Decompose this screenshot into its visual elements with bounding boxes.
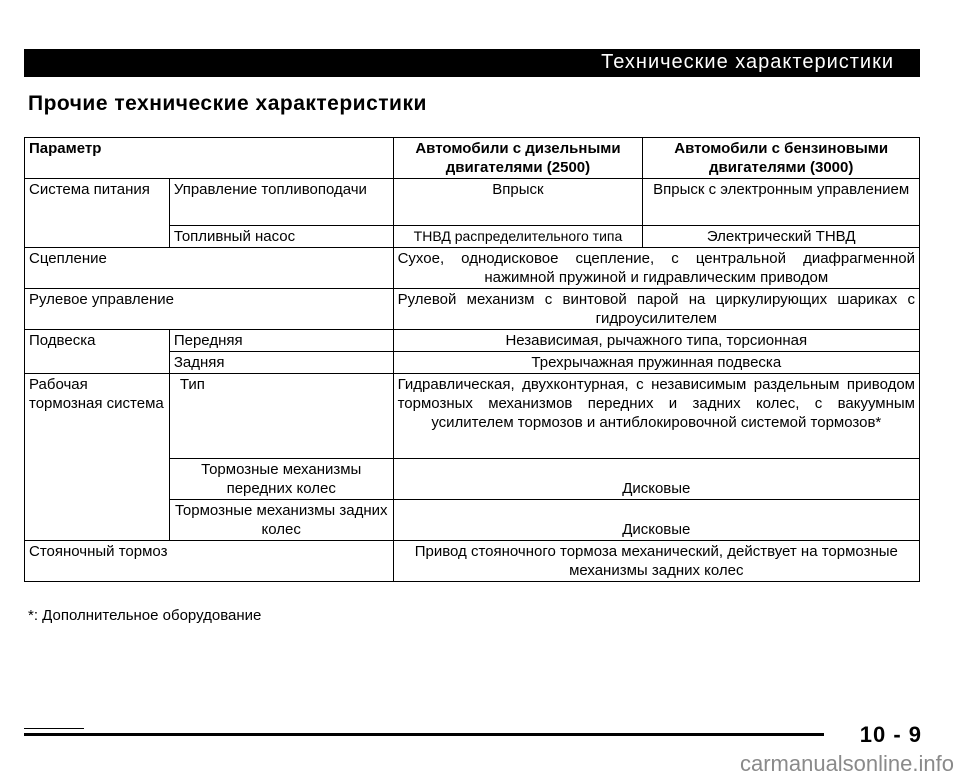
watermark: carmanualsonline.info [739, 751, 954, 776]
front-mech-label: Тормозные механизмы передних колес [169, 459, 393, 500]
spec-table [24, 137, 920, 582]
brakes-label: Рабочая тормозная система [25, 374, 170, 541]
fuel-pump-petrol: Электрический ТНВД [643, 226, 920, 248]
table-row [25, 289, 920, 330]
fuel-control-petrol: Впрыск с электронным управлением [643, 179, 920, 226]
col-param-header: Параметр [25, 138, 394, 179]
suspension-label: Подвеска [25, 330, 170, 374]
front-mech-value: Дисковые [393, 459, 919, 500]
steering-value: Рулевой механизм с винтовой парой на циркулирующих шариках с гидроусилителем [393, 289, 919, 330]
table-row [25, 374, 920, 459]
col-diesel-header: Автомобили с дизельными двигателями (2500) [393, 138, 643, 179]
clutch-value: Сухое, однодисковое сцепление, с центральной диафрагменной нажимной пружиной и гидравлическим приводом [393, 248, 919, 289]
table-row [25, 541, 920, 582]
suspension-rear-label: Задняя [169, 352, 393, 374]
fuel-pump-diesel: ТНВД распределительного типа [393, 226, 643, 248]
brakes-type-value: Гидравлическая, двухконтурная, с независимым раздельным приводом тормозных механизмов передних и задних колес, с вакуумным усилителем тормозов и антиблокировочной системой тормозов* [393, 374, 919, 459]
page-number: 10 - 9 [859, 722, 922, 747]
brakes-type-label: Тип [169, 374, 393, 459]
header-bar [24, 49, 920, 77]
section-title: Прочие технические характеристики [28, 92, 427, 115]
col-petrol-header: Автомобили с бензиновыми двигателями (3000) [643, 138, 920, 179]
suspension-rear-value: Трехрычажная пружинная подвеска [393, 352, 919, 374]
table-row [25, 179, 920, 226]
header-title: Технические характеристики [601, 51, 894, 73]
rear-mech-label: Тормозные механизмы задних колес [169, 500, 393, 541]
fuel-pump-label: Топливный насос [169, 226, 393, 248]
steering-label: Рулевое управление [25, 289, 394, 330]
parking-label: Стояночный тормоз [25, 541, 394, 582]
rear-mech-value: Дисковые [393, 500, 919, 541]
clutch-label: Сцепление [25, 248, 394, 289]
footer-divider-thin [24, 728, 84, 729]
fuel-control-label: Управление топливоподачи [169, 179, 393, 226]
table-row [25, 330, 920, 352]
suspension-front-label: Передняя [169, 330, 393, 352]
fuel-control-diesel: Впрыск [393, 179, 643, 226]
table-row [25, 248, 920, 289]
footnote: *: Дополнительное оборудование [28, 607, 262, 624]
suspension-front-value: Независимая, рычажного типа, торсионная [393, 330, 919, 352]
parking-value: Привод стояночного тормоза механический, действует на тормозные механизмы задних колес [393, 541, 919, 582]
table-header-row [25, 138, 920, 179]
fuel-system-label: Система питания [25, 179, 170, 248]
footer-divider [24, 733, 824, 736]
